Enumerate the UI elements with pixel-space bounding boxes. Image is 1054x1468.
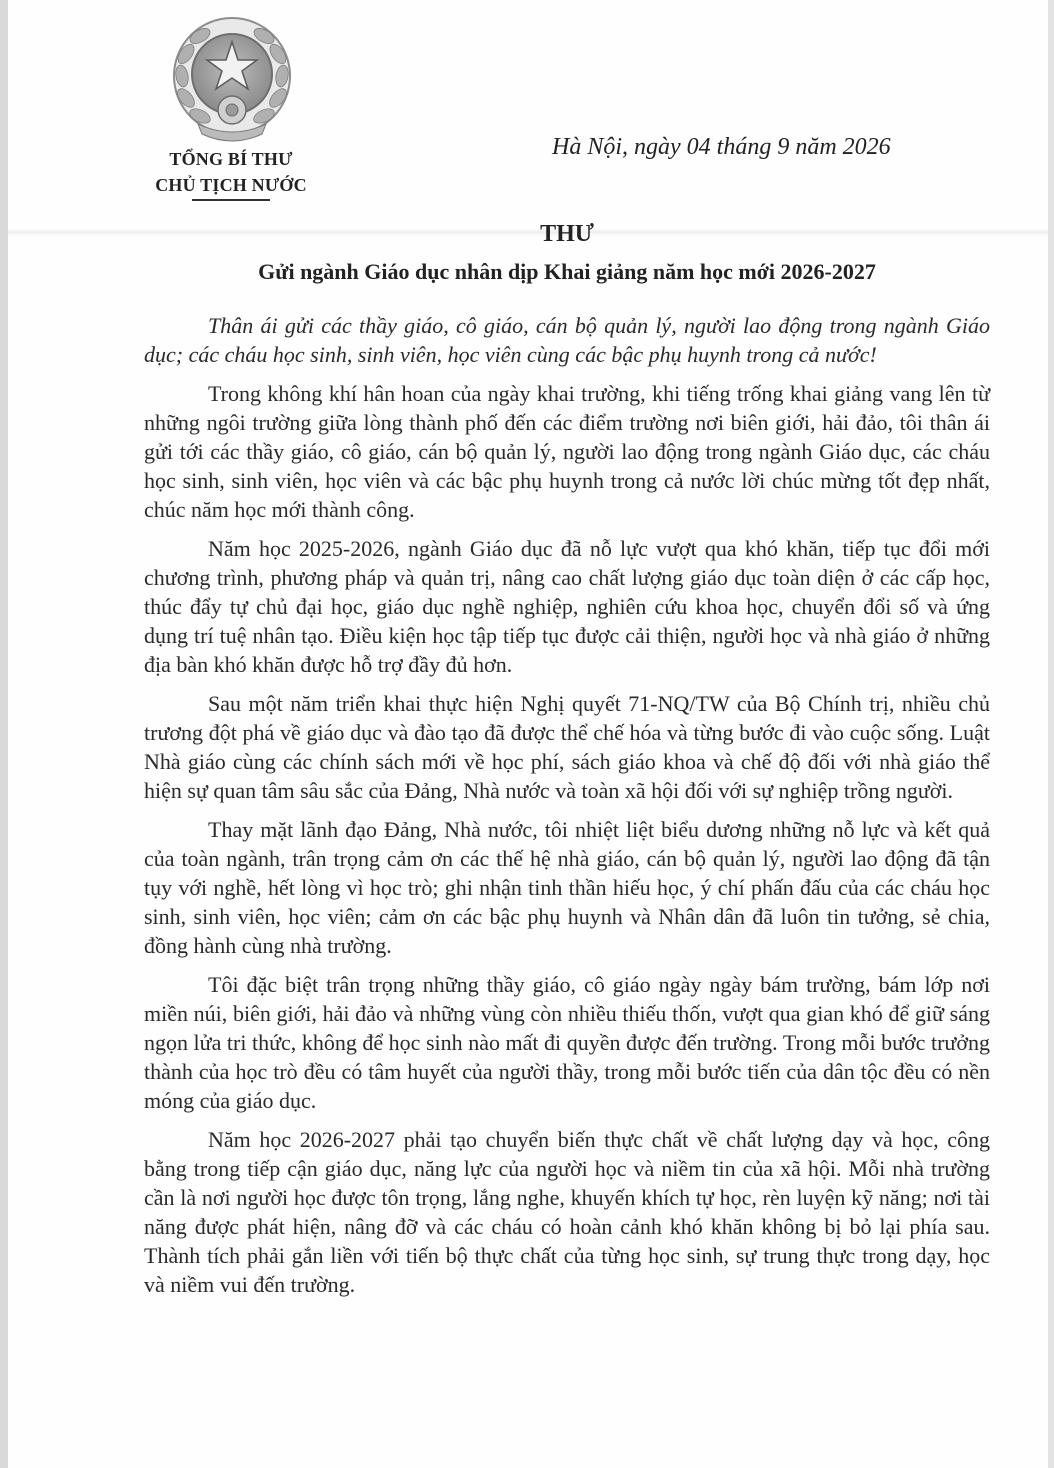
letter-title: THƯ xyxy=(540,221,594,247)
letter-paragraph: Sau một năm triển khai thực hiện Nghị quyết 71-NQ/TW của Bộ Chính trị, nhiều chủ trương đột phá về giáo dục và đào tạo đã được thể chế hóa và từng bước đi vào cuộc sống. Luật Nhà giáo cùng các chính sách mới về học phí, sách giáo khoa và chế độ đối với nhà giáo thể hiện sự quan tâm sâu sắc của Đảng, Nhà nước và toàn xã hội đối với sự nghiệp trồng người. xyxy=(144,691,990,803)
national-emblem-icon xyxy=(168,16,296,144)
letter-paragraph: Thay mặt lãnh đạo Đảng, Nhà nước, tôi nhiệt liệt biểu dương những nỗ lực và kết quả của toàn ngành, trân trọng cảm ơn các thế hệ nhà giáo, cán bộ quản lý, người lao động đã tận tụy với nghề, hết lòng vì học trò; ghi nhận tinh thần hiếu học, ý chí phấn đấu của các cháu học sinh, sinh viên, học viên; cảm ơn các bậc phụ huynh và Nhân dân đã luôn tin tưởng, sẻ chia, đồng hành cùng nhà trường. xyxy=(144,817,990,958)
issuer-title-line2: CHỦ TỊCH NƯỚC xyxy=(155,175,307,195)
issuer-underline xyxy=(192,199,270,201)
letter-body xyxy=(144,311,990,1309)
letter-paragraph: Năm học 2026-2027 phải tạo chuyển biến thực chất về chất lượng dạy và học, công bằng trong tiếp cận giáo dục, năng lực của người học và niềm tin của xã hội. Mỗi nhà trường cần là nơi người học được tôn trọng, lắng nghe, khuyến khích tự học, rèn luyện kỹ năng; nơi tài năng được phát hiện, nâng đỡ và các cháu có hoàn cảnh khó khăn không bị bỏ lại phía sau. Thành tích phải gắn liền với tiến bộ thực chất của từng học sinh, sự trung thực trong dạy, học và niềm vui đến trường. xyxy=(144,1127,990,1297)
letter-subtitle: Gửi ngành Giáo dục nhân dịp Khai giảng năm học mới 2026-2027 xyxy=(258,259,876,284)
issuer-title-line1: TỔNG BÍ THƯ xyxy=(169,149,293,169)
letter-greeting: Thân ái gửi các thầy giáo, cô giáo, cán bộ quản lý, người lao động trong ngành Giáo dục; các cháu học sinh, sinh viên, học viên cùng các bậc phụ huynh trong cả nước! xyxy=(144,313,990,367)
letter-paragraph: Năm học 2025-2026, ngành Giáo dục đã nỗ lực vượt qua khó khăn, tiếp tục đổi mới chương trình, phương pháp và quản trị, nâng cao chất lượng giáo dục toàn diện ở các cấp học, thúc đẩy tự chủ đại học, giáo dục nghề nghiệp, nghiên cứu khoa học, chuyển đổi số và ứng dụng trí tuệ nhân tạo. Điều kiện học tập tiếp tục được cải thiện, người học và nhà giáo ở những địa bàn khó khăn được hỗ trợ đầy đủ hơn. xyxy=(144,536,990,677)
letter-paragraph: Tôi đặc biệt trân trọng những thầy giáo, cô giáo ngày ngày bám trường, bám lớp nơi miền núi, biên giới, hải đảo và những vùng còn nhiều thiếu thốn, vượt qua gian khó để giữ sáng ngọn lửa tri thức, không để học sinh nào mất đi quyền được đến trường. Trong mỗi bước trưởng thành của học trò đều có tâm huyết của người thầy, trong mỗi bước tiến của dân tộc đều có nền móng của giáo dục. xyxy=(144,972,990,1113)
place-date-line: Hà Nội, ngày 04 tháng 9 năm 2026 xyxy=(552,134,891,160)
letter-paragraph: Trong không khí hân hoan của ngày khai trường, khi tiếng trống khai giảng vang lên từ những ngôi trường giữa lòng thành phố đến các điểm trường nơi biên giới, hải đảo, tôi thân ái gửi tới các thầy giáo, cô giáo, cán bộ quản lý, người lao động trong ngành Giáo dục, các cháu học sinh, sinh viên, học viên và các bậc phụ huynh trong cả nước lời chúc mừng tốt đẹp nhất, chúc năm học mới thành công. xyxy=(144,381,990,522)
issuer-block xyxy=(136,146,326,201)
